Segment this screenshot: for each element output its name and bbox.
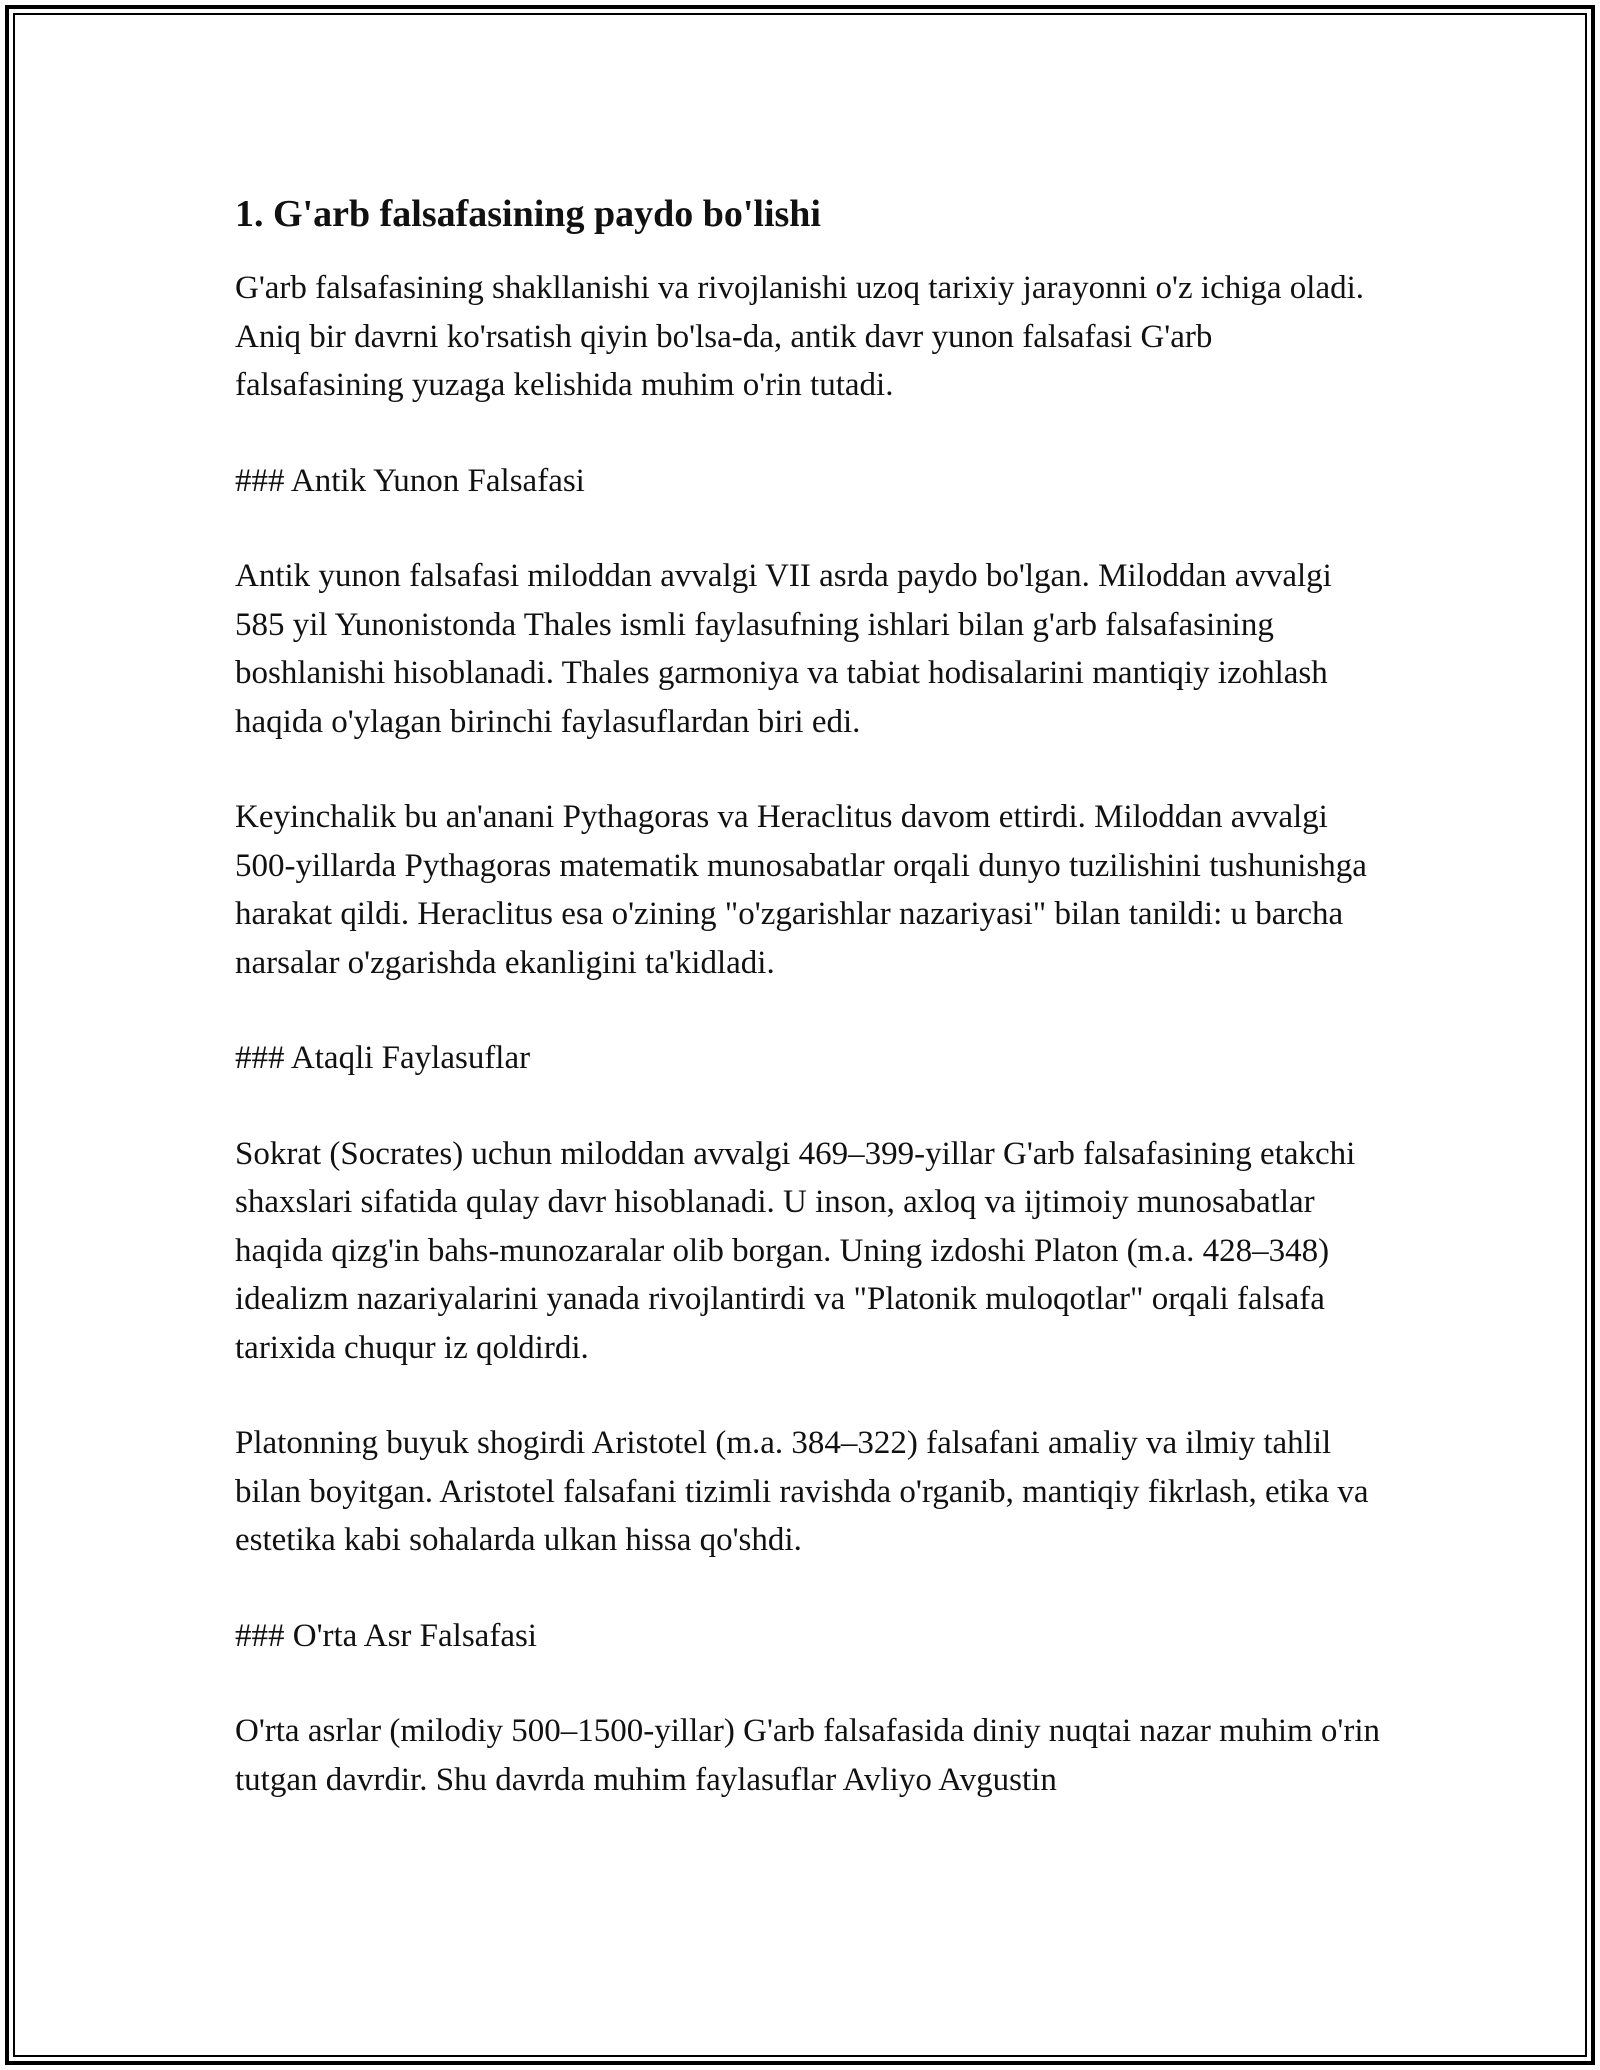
section-heading-antik-yunon: ### Antik Yunon Falsafasi <box>235 462 585 499</box>
paragraph-pythagoras-heraclitus: Keyinchalik bu an'anani Pythagoras va Heraclitus davom ettirdi. Miloddan avvalgi 500-yillarda Pythagoras matematik munosabatlar orqali dunyo tuzilishini tushunishga harakat qildi. Heraclitus esa o'zining "o'zgarishlar nazariyasi" bilan tanildi: u barcha narsalar o'zgarishda ekanligini ta'kidladi. <box>235 799 1367 981</box>
paragraph-orta-asrlar: O'rta asrlar (milodiy 500–1500-yillar) G'arb falsafasida diniy nuqtai nazar muhim o'rin tutgan davrdir. Shu davrda muhim faylasuflar Avliyo Avgustin <box>235 1713 1381 1798</box>
document-body <box>235 190 1385 1804</box>
paragraph-thales: Antik yunon falsafasi miloddan avvalgi VII asrda paydo bo'lgan. Miloddan avvalgi 585 yil Yunonistonda Thales ismli faylasufning ishlari bilan g'arb falsafasining boshlanishi hisoblanadi. Thales garmoniya va tabiat hodisalarini mantiqiy izohlash haqida o'ylagan birinchi faylasuflardan biri edi. <box>235 558 1332 740</box>
section-heading-orta-asr: ### O'rta Asr Falsafasi <box>235 1617 537 1654</box>
paragraph-sokrat-platon: Sokrat (Socrates) uchun miloddan avvalgi 469–399-yillar G'arb falsafasining etakchi shaxslari sifatida qulay davr hisoblanadi. U inson, axloq va ijtimoiy munosabatlar haqida qizg'in bahs-munozaralar olib borgan. Uning izdoshi Platon (m.a. 428–348) idealizm nazariyalarini yanada rivojlantirdi va "Platonik muloqotlar" orqali falsafa tarixida chuqur iz qoldirdi. <box>235 1135 1356 1366</box>
document-title: 1. G'arb falsafasining paydo bo'lishi <box>235 193 821 235</box>
section-heading-ataqli-faylasuflar: ### Ataqli Faylasuflar <box>235 1040 531 1076</box>
paragraph-aristotel: Platonning buyuk shogirdi Aristotel (m.a. 384–322) falsafani amaliy va ilmiy tahlil bilan boyitgan. Aristotel falsafani tizimli ravishda o'rganib, mantiqiy fikrlash, etika va estetika kabi sohalarda ulkan hissa qo'shdi. <box>235 1425 1369 1558</box>
paragraph-intro: G'arb falsafasining shakllanishi va rivojlanishi uzoq tarixiy jarayonni o'z ichiga oladi. Aniq bir davrni ko'rsatish qiyin bo'lsa-da, antik davr yunon falsafasi G'arb falsafasining yuzaga kelishida muhim o'rin tutadi. <box>235 270 1365 403</box>
